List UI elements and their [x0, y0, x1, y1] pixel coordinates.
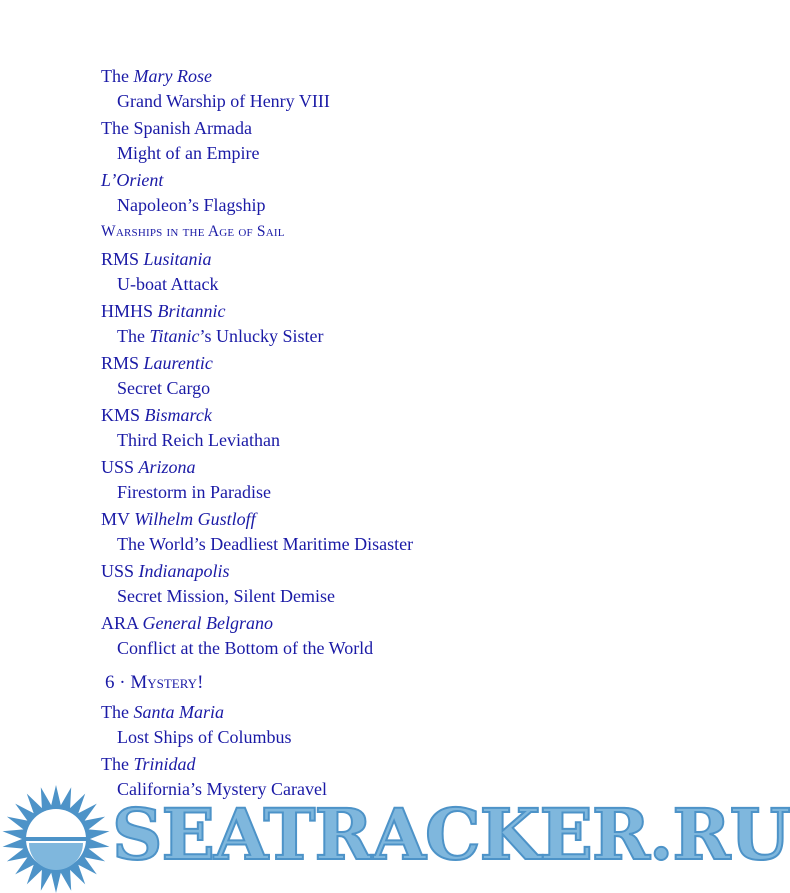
toc-entry-subtitle: Firestorm in Paradise — [117, 481, 271, 502]
toc-entry[interactable] — [101, 455, 701, 504]
toc-entry-title[interactable]: KMS Bismarck — [101, 405, 212, 425]
toc-entry-subtitle: Secret Mission, Silent Demise — [117, 585, 335, 606]
toc-entry-title[interactable]: The Mary Rose — [101, 66, 212, 86]
toc-entry[interactable] — [101, 559, 701, 608]
table-of-contents — [101, 64, 701, 801]
toc-entry[interactable] — [101, 168, 701, 217]
watermark-text: SEATRACKER.RU — [112, 793, 790, 876]
toc-entry-title[interactable]: The Spanish Armada — [101, 118, 252, 138]
toc-entry-title[interactable]: RMS Laurentic — [101, 353, 213, 373]
toc-entry-subtitle: Secret Cargo — [117, 377, 211, 398]
section-heading[interactable]: Warships in the Age of Sail — [101, 223, 285, 240]
toc-entry[interactable] — [101, 611, 701, 660]
toc-entry-subtitle: California’s Mystery Caravel — [117, 778, 327, 799]
toc-entry[interactable] — [101, 116, 701, 165]
toc-entry[interactable] — [101, 351, 701, 400]
toc-entry-subtitle: The World’s Deadliest Maritime Disaster — [117, 533, 414, 554]
toc-entry-title[interactable]: HMHS Britannic — [101, 301, 226, 321]
toc-entry-subtitle: Third Reich Leviathan — [117, 429, 280, 450]
toc-entry-title[interactable]: ARA General Belgrano — [101, 613, 273, 633]
toc-entry-subtitle: Napoleon’s Flagship — [117, 194, 266, 215]
toc-entry-subtitle: Might of an Empire — [117, 142, 260, 163]
toc-entry-subtitle: Lost Ships of Columbus — [117, 726, 292, 747]
toc-entry[interactable] — [101, 299, 701, 348]
toc-entry-subtitle: The Titanic’s Unlucky Sister — [117, 325, 324, 346]
toc-entry[interactable] — [101, 700, 701, 749]
toc-entry-title[interactable]: The Trinidad — [101, 754, 196, 774]
toc-entry-title[interactable]: USS Arizona — [101, 457, 196, 477]
chapter-heading[interactable] — [101, 670, 701, 696]
toc-entry-title[interactable]: The Santa Maria — [101, 702, 224, 722]
toc-entry-subtitle: U-boat Attack — [117, 273, 219, 294]
sun-icon — [3, 785, 110, 893]
toc-entry[interactable] — [101, 403, 701, 452]
toc-entry[interactable] — [101, 247, 701, 296]
toc-entry-title[interactable]: RMS Lusitania — [101, 249, 212, 269]
toc-entry-subtitle: Conflict at the Bottom of the World — [117, 637, 374, 658]
chapter-title: Mystery! — [130, 672, 204, 693]
toc-entry[interactable] — [101, 507, 701, 556]
toc-entry-title[interactable]: MV Wilhelm Gustloff — [101, 509, 256, 529]
toc-entry-title[interactable]: USS Indianapolis — [101, 561, 230, 581]
chapter-number: 6 · — [105, 672, 126, 693]
toc-entry-title[interactable]: L’Orient — [101, 170, 164, 190]
toc-entry[interactable] — [101, 64, 701, 113]
toc-entry-subtitle: Grand Warship of Henry VIII — [117, 90, 330, 111]
